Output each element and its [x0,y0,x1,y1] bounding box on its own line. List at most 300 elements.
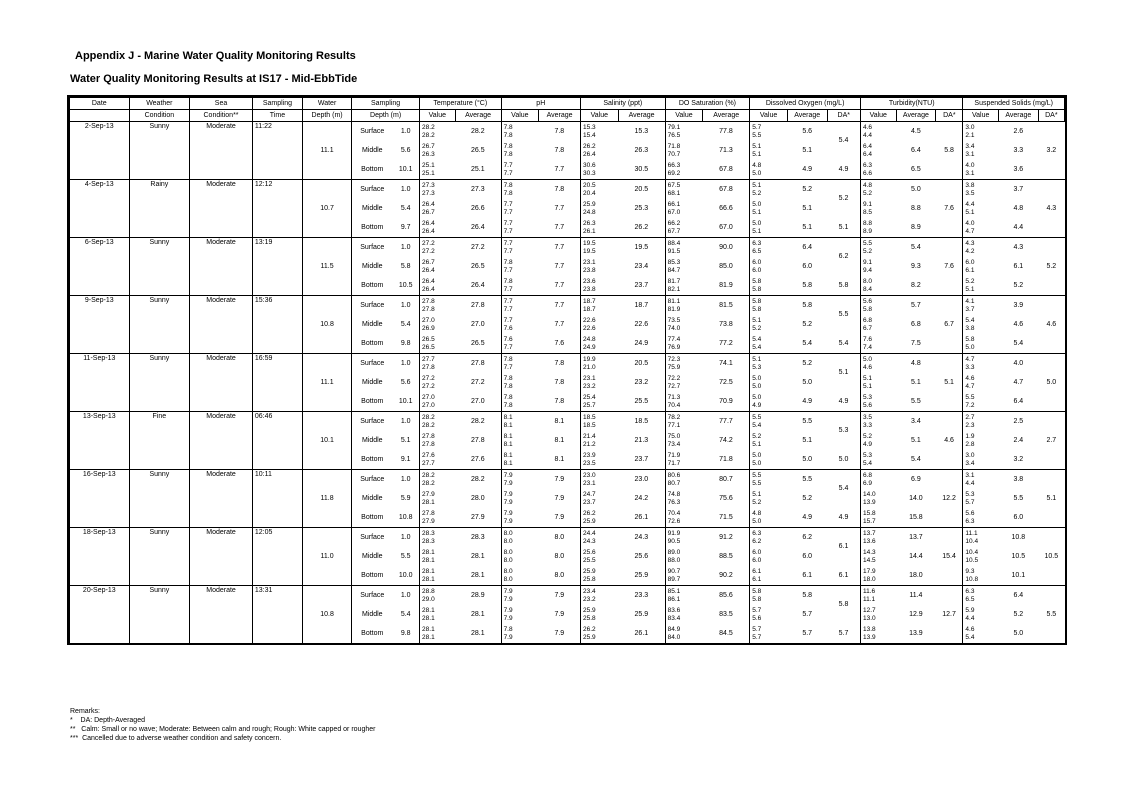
cell-turbidity-values [861,450,897,470]
reading-2: 90.5 [667,537,681,545]
cell-do-da: 5.5 [827,296,860,335]
cell-do-values [750,276,788,296]
reading-2: 86.1 [667,595,681,603]
cell-sampling-depth: 5.4 [400,204,411,212]
cell-level-name: Bottom [352,508,393,528]
cell-temp-average: 27.2 [471,378,485,386]
reading-2: 3.7 [965,305,975,313]
cell-turbidity-da: 12.7 [936,586,963,644]
cell-ph-values [501,141,539,160]
cell-dosat-values [665,431,703,450]
cell-ss-values [963,257,999,276]
cell-ss-values [963,296,999,316]
cell-ph-average: 7.9 [554,629,565,637]
reading-2: 26.9 [422,324,435,332]
cell-ph-values [501,257,539,276]
cell-ph-average: 7.7 [539,238,581,258]
cell-ph-average: 7.7 [554,281,565,289]
cell-turbidity-values [861,160,897,180]
cell-salinity-values [580,180,618,200]
cell-do-average: 6.0 [802,552,813,560]
reading-2: 21.2 [582,440,596,448]
cell-ph-values [501,605,539,624]
reading-1: 27.8 [422,433,435,440]
sub-value: Value [501,110,539,122]
reading-1: 7.8 [503,375,513,382]
cell-turbidity-average: 13.7 [896,528,936,548]
cell-ph-average: 8.0 [539,528,581,548]
cell-sampling-depth: 5.1 [400,436,411,444]
reading-2: 28.2 [422,131,435,139]
cell-turbidity-da: 7.6 [936,238,963,296]
reading-2: 27.0 [422,401,435,409]
reading-1: 4.3 [965,240,975,247]
cell-dosat-values [665,315,703,334]
cell-ss-values [963,624,999,643]
reading-1: 4.6 [863,124,873,131]
reading-1: 26.5 [422,336,435,343]
cell-salinity-values [580,373,618,392]
cell-sampling-time: 13:31 [252,586,302,644]
cell-temp-values [420,373,456,392]
reading-2: 7.9 [503,479,513,487]
cell-level-name: Surface [352,354,393,374]
cell-temp-average: 28.0 [471,494,485,502]
cell-dosat-average: 71.8 [719,455,733,463]
reading-1: 7.7 [503,220,513,227]
cell-turbidity-values [861,586,897,606]
reading-2: 6.2 [752,537,762,545]
cell-salinity-values [580,199,618,218]
reading-2: 10.4 [965,537,979,545]
remark-line [70,716,375,725]
reading-1: 5.8 [965,336,975,343]
reading-1: 72.3 [667,356,681,363]
cell-do-average: 5.7 [802,610,813,618]
reading-2: 89.7 [667,575,681,583]
reading-1: 3.1 [965,472,975,479]
cell-temp-values [420,412,456,432]
cell-sampling-depth: 1.0 [392,354,419,374]
reading-2: 5.4 [752,343,762,351]
cell-do-values [750,489,788,508]
cell-turbidity-average: 5.1 [911,436,921,444]
reading-1: 26.4 [422,278,435,285]
reading-2: 26.4 [582,150,596,158]
col-sdepth-sub: Depth (m) [352,110,420,122]
cell-ss-values [963,141,999,160]
reading-2: 5.7 [965,498,975,506]
cell-temp-average: 28.2 [455,412,501,432]
cell-level-name: Middle [352,489,393,508]
cell-dosat-average: 77.7 [703,412,750,432]
reading-1: 3.5 [863,414,873,421]
reading-1: 83.6 [667,607,681,614]
cell-turbidity-average: 6.5 [911,165,921,173]
reading-2: 84.0 [667,633,681,641]
cell-sampling-time: 12:05 [252,528,302,586]
cell-do-average: 5.5 [787,412,827,432]
reading-1: 75.0 [667,433,681,440]
reading-2: 5.0 [965,343,975,351]
reading-1: 4.6 [965,375,975,382]
cell-dosat-average: 84.5 [719,629,733,637]
reading-2: 5.4 [752,421,762,429]
cell-dosat-average: 70.9 [719,397,733,405]
reading-2: 3.8 [965,324,975,332]
cell-do-values [750,605,788,624]
cell-sampling-depth: 10.5 [398,281,413,289]
cell-turbidity-average: 5.7 [896,296,936,316]
cell-ss-average: 5.4 [1013,339,1024,347]
reading-1: 8.8 [863,220,873,227]
reading-1: 7.8 [503,182,513,189]
reading-2: 25.9 [582,633,596,641]
cell-sampling-depth: 5.9 [400,494,411,502]
cell-dosat-values [665,450,703,470]
reading-2: 7.7 [503,208,513,216]
reading-2: 23.2 [582,382,596,390]
cell-ss-values [963,354,999,374]
cell-ss-average: 4.0 [998,354,1038,374]
reading-1: 7.8 [503,278,513,285]
reading-2: 5.0 [752,169,762,177]
cell-salinity-values [580,605,618,624]
cell-ss-average: 6.0 [1013,513,1024,521]
col-sampling-depth-header: Sampling [352,98,420,110]
reading-1: 3.0 [965,124,975,131]
reading-1: 7.6 [503,336,513,343]
reading-1: 19.9 [582,356,596,363]
cell-ph-values [501,489,539,508]
cell-do-values [750,450,788,470]
cell-water-depth: 11.1 [303,354,352,412]
remark-line [70,734,375,743]
cell-ss-values [963,373,999,392]
cell-turbidity-average: 12.9 [909,610,923,618]
cell-ph-average: 7.7 [554,165,565,173]
cell-do-da: 5.1 [838,223,849,231]
cell-sampling-depth: 1.0 [392,470,419,490]
reading-2: 4.7 [965,227,975,235]
cell-temp-values [420,470,456,490]
cell-temp-values [420,218,456,238]
reading-2: 76.5 [667,131,681,139]
reading-1: 9.3 [965,568,975,575]
cell-turbidity-average: 6.9 [896,470,936,490]
cell-temp-average: 25.1 [471,165,485,173]
cell-temp-average: 27.3 [455,180,501,200]
cell-water-depth: 11.5 [303,238,352,296]
reading-1: 5.1 [752,143,762,150]
reading-2: 28.1 [422,575,435,583]
cell-do-average: 5.2 [802,494,813,502]
reading-2: 5.2 [752,189,762,197]
reading-1: 91.9 [667,530,681,537]
cell-sampling-depth: 5.6 [400,146,411,154]
reading-2: 81.9 [667,305,681,313]
cell-weather: Sunny [129,586,190,644]
cell-turbidity-average: 6.8 [911,320,921,328]
reading-2: 10.8 [965,575,979,583]
cell-do-average: 5.5 [787,470,827,490]
sub-average: Average [455,110,501,122]
col-ph-header: pH [501,98,580,110]
cell-ss-da: 5.5 [1038,586,1064,644]
cell-sampling-depth: 1.0 [392,412,419,432]
cell-ss-values [963,392,999,412]
cell-temp-values [420,489,456,508]
reading-2: 7.9 [503,595,513,603]
cell-dosat-average: 77.8 [703,122,750,142]
reading-2: 7.7 [503,343,513,351]
cell-temp-average: 27.9 [471,513,485,521]
reading-2: 7.7 [503,266,513,274]
cell-ph-average: 7.8 [539,180,581,200]
reading-2: 7.8 [503,189,513,197]
cell-salinity-average: 26.3 [634,146,649,154]
cell-ss-average: 4.3 [998,238,1038,258]
cell-do-values [750,315,788,334]
cell-ph-values [501,276,539,296]
cell-salinity-values [580,624,618,643]
cell-temp-values [420,296,456,316]
reading-2: 7.9 [503,498,513,506]
cell-turbidity-average: 8.9 [911,223,921,231]
reading-2: 82.1 [667,285,681,293]
reading-1: 6.3 [752,530,762,537]
sub-average: Average [896,110,936,122]
cell-do-values [750,412,788,432]
reading-1: 15.8 [863,510,876,517]
reading-2: 6.4 [863,150,873,158]
remark-mark: * [70,717,73,724]
cell-ph-average: 7.9 [539,470,581,490]
reading-1: 18.5 [582,414,596,421]
reading-2: 2.1 [965,131,975,139]
cell-water-depth: 10.8 [303,296,352,354]
reading-1: 79.1 [667,124,681,131]
sub-average: Average [998,110,1038,122]
cell-do-average: 5.2 [787,180,827,200]
reading-2: 4.2 [965,247,975,255]
cell-dosat-average: 90.0 [703,238,750,258]
cell-do-average: 5.4 [802,339,813,347]
cell-do-values [750,141,788,160]
table-row [70,586,1065,606]
cell-temp-values [420,508,456,528]
reading-2: 13.9 [863,633,876,641]
cell-dosat-values [665,354,703,374]
reading-1: 2.7 [965,414,975,421]
cell-salinity-values [580,257,618,276]
reading-1: 7.9 [503,491,513,498]
reading-1: 5.4 [965,317,975,324]
results-table [67,95,1067,645]
cell-turbidity-average: 3.4 [896,412,936,432]
reading-2: 7.6 [503,324,513,332]
reading-2: 28.1 [422,614,435,622]
cell-dosat-values [665,160,703,180]
cell-dosat-average: 71.5 [719,513,733,521]
reading-2: 23.8 [582,285,596,293]
reading-2: 27.3 [422,189,435,197]
cell-dosat-values [665,489,703,508]
cell-turbidity-da: 15.4 [936,528,963,586]
cell-salinity-average: 22.6 [634,320,649,328]
cell-dosat-average: 85.6 [703,586,750,606]
cell-dosat-average: 67.8 [719,165,733,173]
reading-1: 23.1 [582,259,596,266]
remark-text: Calm: Small or no wave; Moderate: Between calm and rough; Rough: White capped or rougher [81,726,376,733]
cell-salinity-average: 30.5 [634,165,649,173]
cell-do-average: 5.8 [787,296,827,316]
reading-1: 27.0 [422,394,435,401]
cell-dosat-values [665,257,703,276]
cell-turbidity-values [861,566,897,586]
reading-2: 4.9 [863,440,873,448]
cell-water-depth: 10.7 [303,180,352,238]
cell-do-average: 5.8 [787,586,827,606]
remarks [70,707,375,743]
reading-2: 8.0 [503,556,513,564]
reading-1: 25.1 [422,162,435,169]
cell-ss-values [963,180,999,200]
reading-2: 3.1 [965,169,975,177]
cell-dosat-values [665,605,703,624]
cell-ph-average: 7.7 [539,296,581,316]
reading-1: 7.8 [503,626,513,633]
cell-do-values [750,586,788,606]
reading-1: 5.5 [965,394,975,401]
reading-2: 7.7 [503,169,513,177]
reading-1: 6.8 [863,472,873,479]
cell-dosat-average: 66.6 [719,204,733,212]
cell-sea-condition: Moderate [190,586,253,644]
cell-ss-values [963,547,999,566]
reading-1: 4.1 [965,298,975,305]
reading-1: 10.4 [965,549,979,556]
cell-ss-values [963,412,999,432]
reading-1: 8.1 [503,414,513,421]
cell-salinity-average: 25.6 [634,552,649,560]
reading-1: 5.8 [752,298,762,305]
cell-salinity-values [580,276,618,296]
cell-salinity-values [580,489,618,508]
cell-level-name: Middle [352,257,393,276]
reading-2: 71.7 [667,459,681,467]
cell-sampling-depth: 10.0 [398,571,413,579]
table-row [70,238,1065,258]
remark-line [70,725,375,734]
cell-ph-values [501,528,539,548]
cell-do-values [750,566,788,586]
sub-value: Value [963,110,999,122]
reading-2: 25.1 [422,169,435,177]
cell-do-values [750,431,788,450]
reading-2: 77.1 [667,421,681,429]
cell-level-name: Surface [352,470,393,490]
cell-salinity-values [580,141,618,160]
cell-weather: Sunny [129,354,190,412]
reading-1: 12.7 [863,607,876,614]
reading-2: 23.5 [582,459,596,467]
cell-dosat-values [665,296,703,316]
cell-ss-values [963,315,999,334]
cell-ph-average: 7.7 [554,204,565,212]
cell-temp-values [420,122,456,142]
cell-ss-da: 3.2 [1038,122,1064,180]
cell-temp-values [420,160,456,180]
cell-temp-average: 28.2 [455,470,501,490]
cell-ss-values [963,508,999,528]
cell-dosat-average: 77.2 [719,339,733,347]
reading-2: 67.7 [667,227,681,235]
reading-1: 6.0 [752,259,762,266]
table-row [70,296,1065,316]
cell-temp-average: 28.9 [455,586,501,606]
reading-2: 19.5 [582,247,596,255]
cell-ss-da: 5.1 [1038,470,1064,528]
cell-turbidity-da: 5.8 [936,122,963,180]
reading-2: 7.7 [503,247,513,255]
cell-turbidity-da: 4.6 [936,412,963,470]
reading-1: 74.8 [667,491,681,498]
reading-2: 8.1 [503,440,513,448]
cell-temp-values [420,431,456,450]
cell-level-name: Bottom [352,276,393,296]
reading-2: 5.0 [752,382,762,390]
cell-dosat-average: 74.2 [719,436,733,444]
reading-2: 14.5 [863,556,876,564]
appendix-title: Appendix J - Marine Water Quality Monitoring Results [75,50,356,62]
reading-1: 28.1 [422,568,435,575]
reading-1: 4.8 [752,510,762,517]
cell-ss-average: 10.5 [1011,552,1026,560]
cell-sampling-depth: 10.8 [398,513,413,521]
reading-2: 76.9 [667,343,681,351]
reading-2: 7.2 [965,401,975,409]
cell-ss-da: 10.5 [1038,528,1064,586]
remarks-heading: Remarks: [70,708,100,715]
reading-1: 6.8 [863,317,873,324]
cell-level-name: Bottom [352,160,393,180]
cell-date: 2-Sep-13 [70,122,130,180]
reading-2: 27.9 [422,517,435,525]
reading-1: 27.8 [422,298,435,305]
cell-turbidity-values [861,180,897,200]
reading-1: 14.0 [863,491,876,498]
reading-2: 7.8 [503,150,513,158]
cell-turbidity-da: 7.6 [936,180,963,238]
cell-turbidity-values [861,218,897,238]
reading-1: 24.7 [582,491,596,498]
reading-2: 23.8 [582,266,596,274]
cell-dosat-average: 72.5 [719,378,733,386]
remark-text: Cancelled due to adverse weather condition and safety concern. [82,735,282,742]
reading-2: 7.7 [503,305,513,313]
remark-mark: *** [70,735,79,742]
cell-turbidity-values [861,354,897,374]
cell-turbidity-average: 4.8 [896,354,936,374]
cell-temp-average: 26.6 [471,204,485,212]
reading-2: 8.0 [503,575,513,583]
cell-temp-average: 28.2 [455,122,501,142]
cell-ss-values [963,450,999,470]
cell-do-average: 6.4 [787,238,827,258]
reading-1: 30.6 [582,162,596,169]
reading-1: 26.4 [422,201,435,208]
